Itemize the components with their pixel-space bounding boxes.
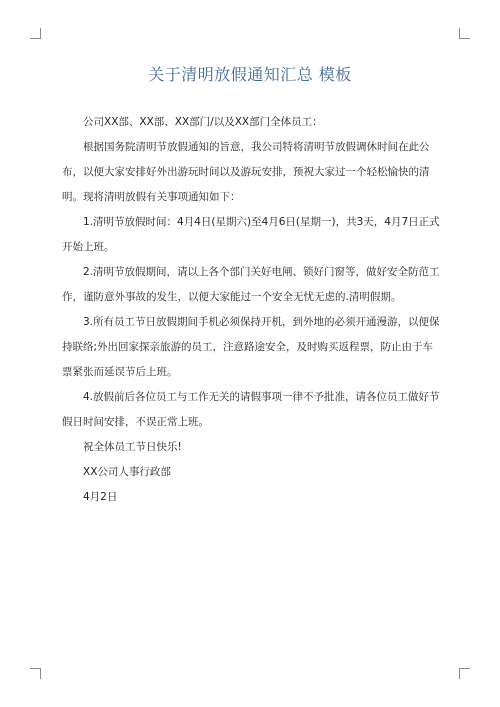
signature: XX公司人事行政部: [83, 466, 171, 478]
crop-mark-bottom-right: [459, 668, 470, 679]
intro-paragraph: 根据国务院清明节放假通知的旨意，我公司特将清明节放假调休时间在此公布，以便大家安排好外出游玩时间以及游玩安排，预祝大家过一个轻松愉快的清明。现将清明放假有关事项通知如下：: [62, 141, 430, 203]
item-4-paragraph: 4.放假前后各位员工与工作无关的请假事项一律不予批准，请各位员工做好节假日时间安排，不误正常上班。: [62, 391, 440, 428]
crop-mark-top-right: [459, 28, 470, 39]
item-3-paragraph: 3.所有员工节日放假期间手机必须保持开机，到外地的必须开通漫游，以便保持联络;外出回家探亲旅游的员工，注意路途安全，及时购买返程票，防止由于车票紧张而延误节后上班。: [62, 316, 440, 378]
salutation: 公司XX部、XX部、XX部门/以及XX部门全体员工：: [83, 116, 323, 128]
crop-mark-top-left: [30, 28, 41, 39]
crop-mark-bottom-left: [30, 668, 41, 679]
item-2-paragraph: 2.清明节放假期间，请以上各个部门关好电闸、锁好门窗等，做好安全防范工作，谨防意外事故的发生，以便大家能过一个安全无忧无虑的.清明假期。: [62, 266, 440, 303]
document-date: 4月2日: [83, 491, 118, 503]
item-1-paragraph: 1.清明节放假时间：4月4日(星期六)至4月6日(星期一)，共3天，4月7日正式开始上班。: [62, 216, 440, 253]
document-title: 关于清明放假通知汇总 模板: [148, 65, 352, 84]
closing-line: 祝全体员工节日快乐!: [83, 441, 182, 453]
document-body: [62, 110, 442, 510]
